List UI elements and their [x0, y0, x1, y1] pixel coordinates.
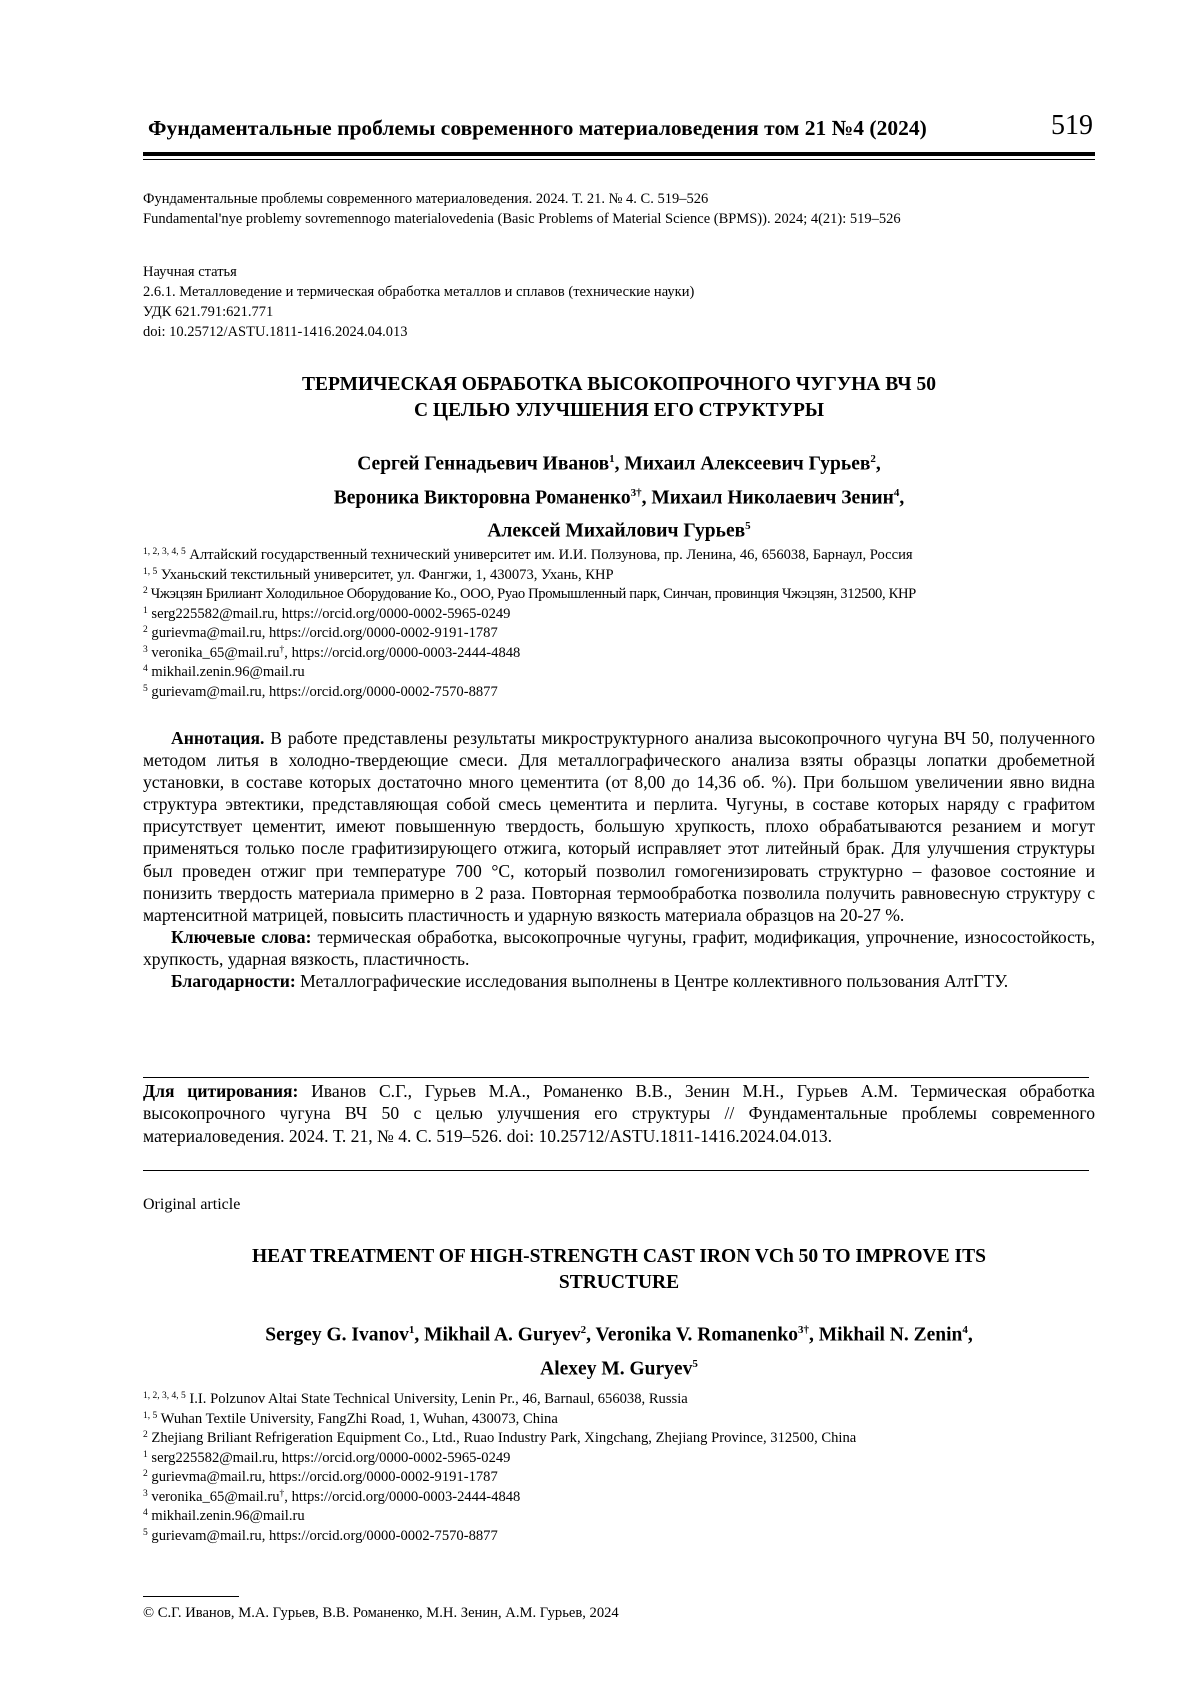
author-name: Сергей Геннадьевич Иванов: [357, 453, 610, 475]
title-en-line-1: HEAT TREATMENT OF HIGH-STRENGTH CAST IRON VCh 50 TO IMPROVE ITS: [252, 1246, 986, 1267]
title-en-line-2: STRUCTURE: [558, 1272, 680, 1293]
article-type: Научная статья: [143, 264, 237, 280]
cite-label: Для цитирования:: [143, 1081, 299, 1101]
authors-en: [143, 1316, 1095, 1383]
author-sep: ,: [586, 1324, 596, 1346]
udc: УДК 621.791:621.771: [143, 304, 274, 320]
footnote-rule: [143, 1596, 239, 1597]
affiliation-sup: 3: [143, 1488, 148, 1499]
abstract-label: Аннотация.: [171, 728, 265, 748]
affiliation-text: serg225582@mail.ru, https://orcid.org/0000-0002-5965-0249: [151, 1449, 511, 1466]
affiliation-sup: 1, 2, 3, 4, 5: [143, 1391, 186, 1401]
abstract: [143, 727, 1095, 926]
affiliation-sup: 2: [143, 586, 148, 596]
author-sep: ,: [414, 1324, 425, 1346]
authors-ru-line: [143, 512, 1095, 546]
affiliation: [143, 644, 1095, 664]
article-meta: [143, 262, 1095, 342]
author-name: Sergey G. Ivanov: [265, 1324, 409, 1346]
title-ru-line-2: С ЦЕЛЬЮ УЛУЧШЕНИЯ ЕГО СТРУКТУРЫ: [413, 400, 825, 421]
author-sup: 3†: [798, 1324, 810, 1336]
affiliations-ru: [143, 546, 1095, 702]
author-sup: 1: [609, 453, 615, 465]
author-name: Mikhail A. Guryev: [424, 1324, 581, 1346]
affiliation: [143, 1507, 1095, 1527]
cite-rule-top: [143, 1077, 1089, 1078]
author-sup: 4: [893, 486, 900, 499]
author-sup: 3†: [630, 486, 642, 499]
journal-title: Фундаментальные проблемы современного материаловедения том 21 №4 (2024): [148, 116, 927, 140]
affiliation-text: gurievam@mail.ru, https://orcid.org/0000-0002-7570-8877: [151, 1527, 498, 1544]
affiliation-text: veronika_65@mail.ru: [151, 644, 280, 661]
affiliation-text: veronika_65@mail.ru: [151, 1488, 280, 1505]
author-sep: ,: [614, 453, 625, 475]
corresponding-mark: †: [279, 1488, 285, 1499]
article-title-ru: [143, 372, 1095, 424]
affiliation-text: Wuhan Textile University, FangZhi Road, 1, Wuhan, 430073, China: [160, 1410, 558, 1427]
author-name: Михаил Николаевич Зенин: [651, 487, 894, 508]
author-sep: ,: [899, 487, 905, 508]
abstract-block: [143, 727, 1095, 992]
affiliation: [143, 1488, 1095, 1508]
affiliation: [143, 605, 1095, 625]
cite-text: Иванов С.Г., Гурьев М.А., Романенко В.В., Зенин М.Н., Гурьев А.М. Термическая обработка высокопрочного чугуна ВЧ 50 с целью улучшения его структуры // Фундаментальные проблемы современного материаловедения. 2024. Т. 21, № 4. С. 519–526. doi: 10.25712/ASTU.1811-1416.2024.04.013.: [143, 1081, 1095, 1146]
affiliation-text: I.I. Polzunov Altai State Technical University, Lenin Pr., 46, Barnaul, 656038, Russia: [189, 1391, 688, 1407]
affiliation-text: Zhejiang Briliant Refrigeration Equipment Co., Ltd., Ruao Industry Park, Xingchang, Zhejiang Province, 312500, China: [151, 1430, 857, 1446]
affiliation-sup: 1, 5: [143, 1410, 158, 1421]
author-name: Вероника Викторовна Романенко: [333, 487, 631, 508]
citation-line-ru: Фундаментальные проблемы современного материаловедения. 2024. Т. 21. № 4. С. 519–526: [143, 191, 709, 207]
affiliation: [143, 1390, 1095, 1410]
affiliation-sup: 1: [143, 1449, 148, 1460]
header-rule-thin: [143, 159, 1095, 160]
affiliation: [143, 1527, 1095, 1547]
affiliation-sup: 1, 2, 3, 4, 5: [143, 547, 186, 557]
article-title-en: [143, 1244, 1095, 1296]
affiliation-text: gurievma@mail.ru, https://orcid.org/0000-0002-9191-1787: [151, 625, 498, 641]
affiliation-text: , https://orcid.org/0000-0003-2444-4848: [284, 644, 521, 661]
affiliation: [143, 546, 1095, 566]
keywords-text: термическая обработка, высокопрочные чугуны, графит, модификация, упрочнение, износостойкость, хрупкость, ударная вязкость, пластичность.: [143, 926, 1095, 969]
affiliation-sup: 2: [143, 1469, 148, 1479]
affiliation-sup: 1: [143, 605, 148, 616]
affiliation-text: mikhail.zenin.96@mail.ru: [151, 1508, 305, 1524]
affiliation-text: serg225582@mail.ru, https://orcid.org/0000-0002-5965-0249: [151, 605, 511, 622]
doi: doi: 10.25712/ASTU.1811-1416.2024.04.013: [143, 324, 408, 340]
author-sep: ,: [809, 1324, 819, 1346]
how-to-cite: [143, 1080, 1095, 1147]
copyright-footnote: © С.Г. Иванов, М.А. Гурьев, В.В. Романенко, М.Н. Зенин, А.М. Гурьев, 2024: [143, 1605, 619, 1621]
affiliation-text: gurievma@mail.ru, https://orcid.org/0000-0002-9191-1787: [151, 1469, 498, 1485]
affiliation-sup: 2: [143, 1430, 148, 1440]
header-rule-thick: [143, 152, 1095, 156]
author-sup: 4: [962, 1324, 968, 1336]
author-sep: ,: [967, 1324, 973, 1346]
cite-rule-bottom: [143, 1170, 1089, 1171]
affiliation: [143, 663, 1095, 683]
affiliation: [143, 624, 1095, 644]
affiliation-sup: 4: [143, 1508, 148, 1518]
affiliation-sup: 1, 5: [143, 566, 158, 577]
journal-citation-lines: [143, 189, 1095, 229]
citation-line-en: Fundamental'nye problemy sovremennogo materialovedenia (Basic Problems of Material Science (BPMS)). 2024; 4(21): 519–526: [143, 211, 901, 227]
affiliation-text: mikhail.zenin.96@mail.ru: [151, 664, 305, 680]
authors-en-line: [143, 1316, 1095, 1350]
author-name: Алексей Михайлович Гурьев: [487, 520, 746, 542]
affiliation-sup: 5: [143, 683, 148, 694]
affiliations-en: [143, 1390, 1095, 1546]
affiliation: [143, 566, 1095, 586]
affiliation: [143, 1410, 1095, 1430]
author-sup: 2: [870, 453, 876, 465]
author-sup: 5: [745, 520, 751, 532]
title-ru-line-1: ТЕРМИЧЕСКАЯ ОБРАБОТКА ВЫСОКОПРОЧНОГО ЧУГУНА ВЧ 50: [302, 374, 936, 395]
thanks-label: Благодарности:: [171, 971, 296, 992]
acknowledgements: [143, 970, 1095, 992]
thanks-text: Металлографические исследования выполнены в Центре коллективного пользования АлтГТУ.: [295, 971, 1009, 992]
affiliation-sup: 3: [143, 644, 148, 655]
affiliation: [143, 683, 1095, 703]
running-header: [143, 110, 1095, 150]
specialty: 2.6.1. Металловедение и термическая обработка металлов и сплавов (технические науки): [143, 284, 695, 300]
author-name: Mikhail N. Zenin: [818, 1324, 963, 1346]
affiliation-text: gurievam@mail.ru, https://orcid.org/0000-0002-7570-8877: [151, 683, 498, 700]
affiliation-sup: 2: [143, 625, 148, 635]
affiliation: [143, 1429, 1095, 1449]
authors-en-line: [143, 1350, 1095, 1384]
affiliation: [143, 1449, 1095, 1469]
affiliation-sup: 5: [143, 1527, 148, 1538]
affiliation-text: Чжэцзян Брилиант Холодильное Оборудование Ко., ООО, Руао Промышленный парк, Синчан, провинция Чжэцзян, 312500, КНР: [150, 586, 916, 602]
author-sup: 2: [580, 1324, 587, 1336]
author-name: Alexey M. Guryev: [540, 1358, 693, 1379]
author-sup: 5: [692, 1357, 698, 1370]
abstract-text: В работе представлены результаты микроструктурного анализа высокопрочного чугуна ВЧ 50, полученного методом литья в холодно-твердеющие смеси. Для металлографического анализа взяты образцы лопатки дробеметной установки, в составе которых достаточно много цементита (от 8,00 до 14,36 об. %). При большом увеличении явно видна структура эвтектики, представляющая собой смесь цементита и перлита. Чугуны, в составе которых наряду с графитом присутствует цементит, имеют повышенную твердость, большую хрупкость, плохо обрабатываются резанием и могут применяться только после графитизирующего отжига, который исправляет этот литейный брак. Для улучшения структуры был проведен отжиг при температуре 700 °С, который позволил гомогенизировать структурно – фазовое состояние и понизить твердость материала примерно в 2 раза. Повторная термообработка позволила получить равновесную структуру с мартенситной матрицей, повысить пластичность и ударную вязкость материала образцов на 20-27 %.: [143, 728, 1095, 925]
affiliation: [143, 1468, 1095, 1488]
corresponding-mark: †: [279, 644, 285, 655]
authors-ru-line: [143, 445, 1095, 479]
affiliation: [143, 585, 1095, 605]
author-name: Михаил Алексеевич Гурьев: [624, 453, 871, 475]
author-sep: ,: [875, 453, 881, 475]
author-sup: 1: [408, 1324, 415, 1336]
keywords: [143, 926, 1095, 970]
author-sep: ,: [641, 487, 652, 508]
authors-ru: [143, 445, 1095, 546]
authors-ru-line: [143, 479, 1095, 513]
affiliation-text: , https://orcid.org/0000-0003-2444-4848: [284, 1488, 521, 1505]
keywords-label: Ключевые слова:: [171, 926, 312, 947]
affiliation-text: Уханьский текстильный университет, ул. Фангжи, 1, 430073, Ухань, КНР: [160, 566, 614, 583]
author-name: Veronika V. Romanenko: [595, 1324, 799, 1346]
article-type-en: Original article: [143, 1196, 241, 1213]
page-number: 519: [1051, 110, 1093, 141]
affiliation-sup: 4: [143, 664, 148, 674]
affiliation-text: Алтайский государственный технический университет им. И.И. Ползунова, пр. Ленина, 46, 656038, Барнаул, Россия: [189, 547, 913, 563]
